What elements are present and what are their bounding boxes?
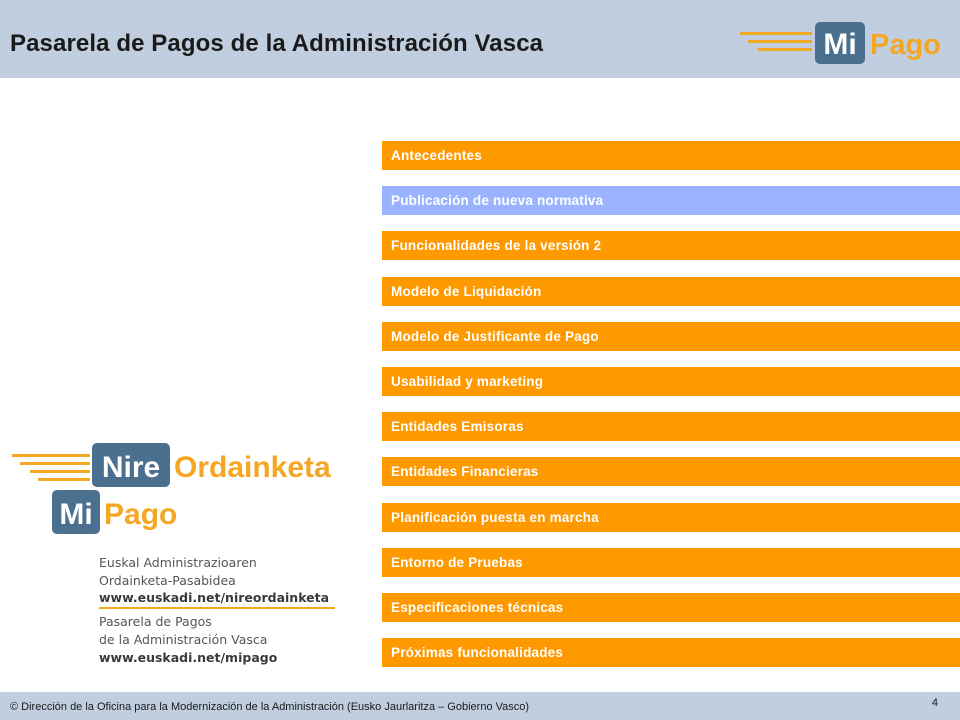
- footer-bar: [0, 692, 960, 720]
- menu-item-funcionalidades-v2[interactable]: Funcionalidades de la versión 2: [382, 231, 960, 260]
- logo-speed-line: [30, 470, 90, 473]
- brand-line-es-2: de la Administración Vasca: [99, 632, 268, 647]
- mipago-logo: [738, 18, 948, 68]
- menu-item-proximas-funcionalidades[interactable]: Próximas funcionalidades: [382, 638, 960, 667]
- logo-mark-text: Mi: [823, 28, 857, 61]
- logo-speed-line: [740, 32, 812, 35]
- menu-item-entorno-pruebas[interactable]: Entorno de Pruebas: [382, 548, 960, 577]
- page-title: Pasarela de Pagos de la Administración Vasca: [10, 30, 544, 57]
- logo-word-text: Ordainketa: [174, 451, 331, 484]
- menu-item-entidades-financieras[interactable]: Entidades Financieras: [382, 457, 960, 486]
- logo-word-text: Pago: [104, 498, 178, 531]
- menu-item-publicacion-normativa[interactable]: Publicación de nueva normativa: [382, 186, 960, 215]
- menu-item-planificacion[interactable]: Planificación puesta en marcha: [382, 503, 960, 532]
- brand-divider: [99, 607, 335, 609]
- menu-item-antecedentes[interactable]: Antecedentes: [382, 141, 960, 170]
- brand-line-eu-1: Euskal Administrazioaren: [99, 555, 257, 570]
- menu-item-entidades-emisoras[interactable]: Entidades Emisoras: [382, 412, 960, 441]
- section-menu: [382, 141, 960, 683]
- logo-speed-line: [20, 462, 90, 465]
- nireordainketa-mipago-logo: [8, 440, 358, 540]
- menu-item-usabilidad-marketing[interactable]: Usabilidad y marketing: [382, 367, 960, 396]
- logo-speed-line: [748, 40, 812, 43]
- page-number: 4: [931, 697, 938, 709]
- brand-block: [8, 440, 358, 670]
- footer-copyright: © Dirección de la Oficina para la Modernización de la Administración (Eusko Jaurlaritza – Gobierno Vasco): [10, 701, 530, 713]
- logo-mark-text: Mi: [59, 498, 93, 531]
- logo-mark-text: Nire: [101, 451, 161, 484]
- logo-speed-line: [758, 48, 812, 51]
- brand-line-eu-2: Ordainketa-Pasabidea: [99, 573, 236, 588]
- logo-speed-line: [12, 454, 90, 457]
- menu-item-modelo-liquidacion[interactable]: Modelo de Liquidación: [382, 277, 960, 306]
- header-bar: [0, 0, 960, 78]
- logo-speed-line: [38, 478, 90, 481]
- brand-line-es-1: Pasarela de Pagos: [99, 614, 212, 629]
- menu-item-modelo-justificante[interactable]: Modelo de Justificante de Pago: [382, 322, 960, 351]
- brand-url-mipago[interactable]: www.euskadi.net/mipago: [99, 650, 278, 665]
- logo-word-text: Pago: [870, 29, 941, 61]
- brand-url-nireordainketa[interactable]: www.euskadi.net/nireordainketa: [99, 590, 330, 605]
- menu-item-especificaciones[interactable]: Especificaciones técnicas: [382, 593, 960, 622]
